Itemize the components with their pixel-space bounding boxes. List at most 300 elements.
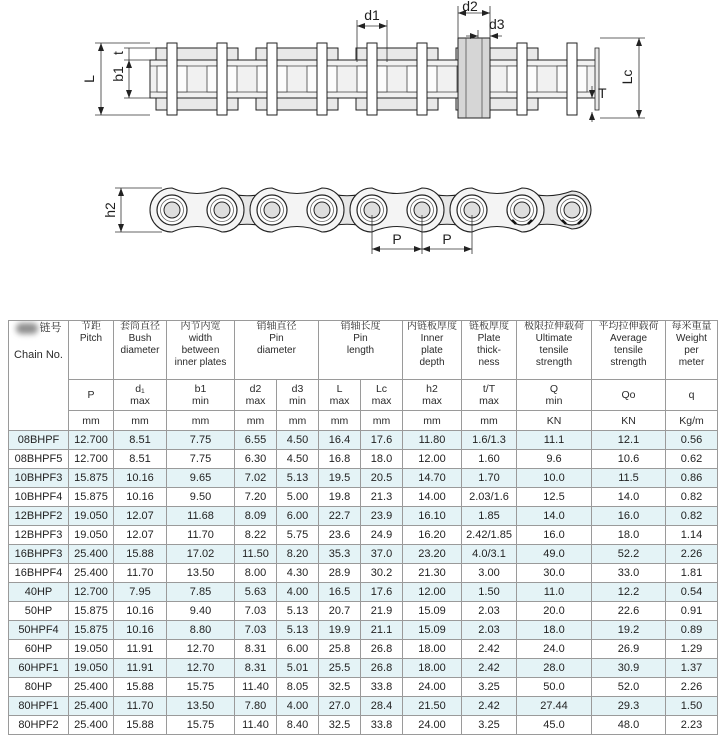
chain-side-view xyxy=(150,188,591,232)
unit-cell: mm xyxy=(319,411,361,431)
chain-no-cell: 10BHPF3 xyxy=(9,469,69,488)
value-cell: 2.03 xyxy=(462,621,517,640)
chain-no-cell: 08BHPF xyxy=(9,431,69,450)
pin xyxy=(164,202,180,218)
value-cell: 15.09 xyxy=(403,602,462,621)
value-cell: 10.16 xyxy=(114,488,167,507)
value-cell: 11.1 xyxy=(517,431,592,450)
value-cell: 15.75 xyxy=(167,716,235,735)
label-b1: b1 xyxy=(110,66,126,82)
pin-plan xyxy=(267,43,277,115)
value-cell: 0.89 xyxy=(666,621,718,640)
value-cell: 20.7 xyxy=(319,602,361,621)
value-cell: 7.75 xyxy=(167,431,235,450)
header-en: Ultimate tensile strength xyxy=(535,333,573,368)
value-cell: 18.00 xyxy=(403,659,462,678)
value-cell: 15.875 xyxy=(69,469,114,488)
limit: max xyxy=(245,395,266,407)
header-zh: 节距 xyxy=(81,321,101,332)
limit: max xyxy=(329,395,350,407)
header-zh: 套筒直径 xyxy=(120,321,160,332)
value-cell: 11.50 xyxy=(235,545,277,564)
value-cell: 30.9 xyxy=(592,659,666,678)
value-cell: 14.0 xyxy=(517,507,592,526)
value-cell: 27.0 xyxy=(319,697,361,716)
unit-cell: Kg/m xyxy=(666,411,718,431)
value-cell: 8.80 xyxy=(167,621,235,640)
value-cell: 14.0 xyxy=(592,488,666,507)
value-cell: 15.875 xyxy=(69,488,114,507)
value-cell: 7.75 xyxy=(167,450,235,469)
value-cell: 20.0 xyxy=(517,602,592,621)
value-cell: 16.10 xyxy=(403,507,462,526)
chain-no-cell: 40HP xyxy=(9,583,69,602)
value-cell: 23.20 xyxy=(403,545,462,564)
unit-cell: KN xyxy=(517,411,592,431)
value-cell: 0.82 xyxy=(666,488,718,507)
value-cell: 1.81 xyxy=(666,564,718,583)
chain-top-view xyxy=(150,38,599,118)
header-ultimate-strength xyxy=(517,321,592,380)
pin xyxy=(214,202,230,218)
table-row xyxy=(9,621,718,640)
value-cell: 18.0 xyxy=(517,621,592,640)
value-cell: 27.44 xyxy=(517,697,592,716)
value-cell: 19.050 xyxy=(69,507,114,526)
value-cell: 11.91 xyxy=(114,659,167,678)
value-cell: 33.8 xyxy=(361,678,403,697)
chain-no-cell: 80HP xyxy=(9,678,69,697)
value-cell: 4.00 xyxy=(277,697,319,716)
header-en: width between inner plates xyxy=(174,333,227,368)
value-cell: 4.50 xyxy=(277,431,319,450)
value-cell: 16.0 xyxy=(592,507,666,526)
value-cell: 25.400 xyxy=(69,545,114,564)
value-cell: 1.29 xyxy=(666,640,718,659)
value-cell: 11.91 xyxy=(114,640,167,659)
limit: min xyxy=(289,395,306,407)
value-cell: 25.400 xyxy=(69,697,114,716)
label-pitch-left: P xyxy=(392,231,402,247)
value-cell: 0.91 xyxy=(666,602,718,621)
value-cell: 28.0 xyxy=(517,659,592,678)
value-cell: 50.0 xyxy=(517,678,592,697)
header-zh: 链板厚度 xyxy=(469,321,509,332)
symbol-cell xyxy=(235,380,277,411)
value-cell: 21.1 xyxy=(361,621,403,640)
value-cell: 1.37 xyxy=(666,659,718,678)
value-cell: 1.6/1.3 xyxy=(462,431,517,450)
label-d2: d2 xyxy=(462,0,478,14)
value-cell: 2.26 xyxy=(666,545,718,564)
value-cell: 7.95 xyxy=(114,583,167,602)
value-cell: 8.05 xyxy=(277,678,319,697)
table-row xyxy=(9,431,718,450)
symbol-cell xyxy=(592,380,666,411)
table-row xyxy=(9,564,718,583)
value-cell: 18.0 xyxy=(592,526,666,545)
value-cell: 8.00 xyxy=(235,564,277,583)
pin xyxy=(314,202,330,218)
header-en: Pin length xyxy=(346,333,375,356)
value-cell: 11.0 xyxy=(517,583,592,602)
value-cell: 5.01 xyxy=(277,659,319,678)
table-body xyxy=(9,431,718,735)
symbol-cell xyxy=(277,380,319,411)
header-inner-plate-depth xyxy=(403,321,462,380)
value-cell: 21.30 xyxy=(403,564,462,583)
value-cell: 20.5 xyxy=(361,469,403,488)
header-bush-diameter xyxy=(114,321,167,380)
value-cell: 12.700 xyxy=(69,431,114,450)
value-cell: 12.5 xyxy=(517,488,592,507)
value-cell: 1.60 xyxy=(462,450,517,469)
blurred-redaction xyxy=(16,323,38,334)
header-en: Inner plate depth xyxy=(419,333,445,368)
value-cell: 8.20 xyxy=(277,545,319,564)
value-cell: 21.50 xyxy=(403,697,462,716)
value-cell: 35.3 xyxy=(319,545,361,564)
value-cell: 1.50 xyxy=(666,697,718,716)
value-cell: 16.8 xyxy=(319,450,361,469)
value-cell: 3.25 xyxy=(462,678,517,697)
value-cell: 7.80 xyxy=(235,697,277,716)
value-cell: 3.25 xyxy=(462,716,517,735)
value-cell: 0.86 xyxy=(666,469,718,488)
value-cell: 21.9 xyxy=(361,602,403,621)
value-cell: 19.8 xyxy=(319,488,361,507)
header-zh: 极限拉伸载荷 xyxy=(524,321,584,332)
value-cell: 12.00 xyxy=(403,583,462,602)
value-cell: 12.07 xyxy=(114,507,167,526)
value-cell: 32.5 xyxy=(319,678,361,697)
value-cell: 45.0 xyxy=(517,716,592,735)
header-weight-per-meter xyxy=(666,321,718,380)
symbol: P xyxy=(87,389,95,401)
header-pin-length xyxy=(319,321,403,380)
header-zh: 内节内宽 xyxy=(180,321,221,332)
value-cell: 8.31 xyxy=(235,640,277,659)
header-zh: 销轴直径 xyxy=(256,321,297,332)
value-cell: 19.050 xyxy=(69,526,114,545)
value-cell: 9.50 xyxy=(167,488,235,507)
value-cell: 15.88 xyxy=(114,545,167,564)
value-cell: 8.40 xyxy=(277,716,319,735)
symbol-cell xyxy=(167,380,235,411)
chain-no-cell: 50HPF4 xyxy=(9,621,69,640)
table-row xyxy=(9,545,718,564)
unit-cell: mm xyxy=(403,411,462,431)
limit: max xyxy=(479,395,499,407)
connecting-link xyxy=(458,38,490,118)
value-cell: 11.40 xyxy=(235,678,277,697)
header-zh: 内链板厚度 xyxy=(407,321,457,332)
pin-plan xyxy=(567,43,577,115)
value-cell: 1.85 xyxy=(462,507,517,526)
value-cell: 11.80 xyxy=(403,431,462,450)
limit: max xyxy=(371,395,392,407)
header-chain-no xyxy=(9,321,69,431)
header-average-strength xyxy=(592,321,666,380)
header-zh: 平均拉伸载荷 xyxy=(598,321,659,332)
value-cell: 12.70 xyxy=(167,640,235,659)
value-cell: 19.9 xyxy=(319,621,361,640)
unit-cell: mm xyxy=(361,411,403,431)
table-row xyxy=(9,659,718,678)
symbol: L xyxy=(336,383,343,395)
unit-cell: KN xyxy=(592,411,666,431)
value-cell: 26.8 xyxy=(361,640,403,659)
label-t: t xyxy=(110,51,126,55)
value-cell: 19.050 xyxy=(69,640,114,659)
value-cell: 22.7 xyxy=(319,507,361,526)
label-d3: d3 xyxy=(489,16,505,32)
chain-spec-table xyxy=(8,320,718,735)
value-cell: 11.70 xyxy=(167,526,235,545)
symbol: d2 xyxy=(249,383,262,395)
value-cell: 23.6 xyxy=(319,526,361,545)
pin-plan xyxy=(367,43,377,115)
value-cell: 4.00 xyxy=(277,583,319,602)
limit: min xyxy=(545,395,563,407)
value-cell: 19.050 xyxy=(69,659,114,678)
table-row xyxy=(9,716,718,735)
value-cell: 33.8 xyxy=(361,716,403,735)
value-cell: 2.26 xyxy=(666,678,718,697)
value-cell: 4.30 xyxy=(277,564,319,583)
value-cell: 7.03 xyxy=(235,621,277,640)
value-cell: 17.6 xyxy=(361,583,403,602)
value-cell: 0.82 xyxy=(666,507,718,526)
value-cell: 24.00 xyxy=(403,716,462,735)
pin xyxy=(264,202,280,218)
value-cell: 17.02 xyxy=(167,545,235,564)
header-en: Bush diameter xyxy=(120,333,160,356)
value-cell: 25.400 xyxy=(69,716,114,735)
header-zh: 销轴长度 xyxy=(340,321,381,332)
value-cell: 8.51 xyxy=(114,431,167,450)
value-cell: 24.9 xyxy=(361,526,403,545)
value-cell: 12.70 xyxy=(167,659,235,678)
value-cell: 26.8 xyxy=(361,659,403,678)
chain-no-cell: 50HP xyxy=(9,602,69,621)
table-row xyxy=(9,450,718,469)
value-cell: 8.31 xyxy=(235,659,277,678)
symbol: b1 xyxy=(194,383,207,395)
chain-no-cell: 10BHPF4 xyxy=(9,488,69,507)
value-cell: 25.5 xyxy=(319,659,361,678)
value-cell: 25.400 xyxy=(69,678,114,697)
value-cell: 24.0 xyxy=(517,640,592,659)
value-cell: 7.03 xyxy=(235,602,277,621)
value-cell: 11.5 xyxy=(592,469,666,488)
header-pin-diameter xyxy=(235,321,319,380)
value-cell: 16.4 xyxy=(319,431,361,450)
chain-no-cell: 16BHPF3 xyxy=(9,545,69,564)
unit-cell: mm xyxy=(462,411,517,431)
table-row xyxy=(9,507,718,526)
chain-no-cell: 08BHPF5 xyxy=(9,450,69,469)
chain-no-cell: 12BHPF3 xyxy=(9,526,69,545)
limit: max xyxy=(130,395,150,407)
label-pitch-right: P xyxy=(442,231,452,247)
value-cell: 15.09 xyxy=(403,621,462,640)
symbol: h2 xyxy=(426,383,438,395)
value-cell: 52.2 xyxy=(592,545,666,564)
value-cell: 1.70 xyxy=(462,469,517,488)
symbol: Qo xyxy=(621,389,636,401)
table-row xyxy=(9,583,718,602)
chain-no-cell: 80HPF2 xyxy=(9,716,69,735)
value-cell: 11.40 xyxy=(235,716,277,735)
value-cell: 18.0 xyxy=(361,450,403,469)
value-cell: 15.875 xyxy=(69,621,114,640)
value-cell: 37.0 xyxy=(361,545,403,564)
header-row-symbols xyxy=(9,380,718,411)
value-cell: 12.07 xyxy=(114,526,167,545)
symbol: Lc xyxy=(375,383,388,395)
value-cell: 13.50 xyxy=(167,697,235,716)
pin-plan xyxy=(517,43,527,115)
value-cell: 24.00 xyxy=(403,678,462,697)
chain-no-cell: 60HPF1 xyxy=(9,659,69,678)
symbol-cell xyxy=(69,380,114,411)
value-cell: 6.55 xyxy=(235,431,277,450)
chain-drawing xyxy=(0,0,719,300)
value-cell: 12.700 xyxy=(69,450,114,469)
value-cell: 5.13 xyxy=(277,602,319,621)
symbol: Q xyxy=(549,383,559,395)
header-en: Plate thick- ness xyxy=(477,333,501,368)
value-cell: 19.5 xyxy=(319,469,361,488)
value-cell: 15.75 xyxy=(167,678,235,697)
limit: min xyxy=(192,395,209,407)
value-cell: 16.5 xyxy=(319,583,361,602)
value-cell: 6.30 xyxy=(235,450,277,469)
pin xyxy=(564,202,580,218)
value-cell: 15.88 xyxy=(114,716,167,735)
chain-no-cell: 16BHPF4 xyxy=(9,564,69,583)
header-pitch xyxy=(69,321,114,380)
value-cell: 7.85 xyxy=(167,583,235,602)
value-cell: 28.4 xyxy=(361,697,403,716)
symbol-cell xyxy=(666,380,718,411)
value-cell: 2.42 xyxy=(462,640,517,659)
value-cell: 15.875 xyxy=(69,602,114,621)
value-cell: 9.6 xyxy=(517,450,592,469)
value-cell: 30.0 xyxy=(517,564,592,583)
value-cell: 2.42 xyxy=(462,697,517,716)
limit: max xyxy=(422,395,442,407)
header-inner-width xyxy=(167,321,235,380)
table-row xyxy=(9,602,718,621)
value-cell: 26.9 xyxy=(592,640,666,659)
value-cell: 0.62 xyxy=(666,450,718,469)
symbol-cell xyxy=(462,380,517,411)
value-cell: 33.0 xyxy=(592,564,666,583)
value-cell: 10.16 xyxy=(114,602,167,621)
table-row xyxy=(9,526,718,545)
value-cell: 29.3 xyxy=(592,697,666,716)
value-cell: 28.9 xyxy=(319,564,361,583)
value-cell: 48.0 xyxy=(592,716,666,735)
value-cell: 7.02 xyxy=(235,469,277,488)
unit-cell: mm xyxy=(69,411,114,431)
value-cell: 1.14 xyxy=(666,526,718,545)
value-cell: 3.00 xyxy=(462,564,517,583)
header-en: Pitch xyxy=(79,333,103,344)
label-Lc: Lc xyxy=(619,69,635,85)
pin xyxy=(514,202,530,218)
unit-cell: mm xyxy=(114,411,167,431)
pin-plan xyxy=(417,43,427,115)
symbol: d₁ xyxy=(135,383,145,395)
value-cell: 16.0 xyxy=(517,526,592,545)
chain-no-zh: 链号 xyxy=(39,322,62,334)
value-cell: 0.54 xyxy=(666,583,718,602)
header-row-titles xyxy=(9,321,718,380)
unit-cell: mm xyxy=(277,411,319,431)
value-cell: 4.50 xyxy=(277,450,319,469)
symbol-cell xyxy=(361,380,403,411)
value-cell: 2.42 xyxy=(462,659,517,678)
value-cell: 13.50 xyxy=(167,564,235,583)
value-cell: 49.0 xyxy=(517,545,592,564)
value-cell: 23.9 xyxy=(361,507,403,526)
label-T: T xyxy=(598,85,607,101)
value-cell: 5.13 xyxy=(277,469,319,488)
value-cell: 30.2 xyxy=(361,564,403,583)
value-cell: 5.00 xyxy=(277,488,319,507)
chain-no-cell: 80HPF1 xyxy=(9,697,69,716)
value-cell: 14.00 xyxy=(403,488,462,507)
pin-plan xyxy=(217,43,227,115)
symbol-cell xyxy=(403,380,462,411)
value-cell: 12.700 xyxy=(69,583,114,602)
header-row-units xyxy=(9,411,718,431)
value-cell: 2.03 xyxy=(462,602,517,621)
value-cell: 11.70 xyxy=(114,564,167,583)
value-cell: 17.6 xyxy=(361,431,403,450)
chain-no-cell: 12BHPF2 xyxy=(9,507,69,526)
value-cell: 25.400 xyxy=(69,564,114,583)
value-cell: 10.6 xyxy=(592,450,666,469)
value-cell: 5.63 xyxy=(235,583,277,602)
label-L: L xyxy=(81,75,97,83)
table-row xyxy=(9,678,718,697)
value-cell: 21.3 xyxy=(361,488,403,507)
value-cell: 12.2 xyxy=(592,583,666,602)
value-cell: 1.50 xyxy=(462,583,517,602)
symbol-cell xyxy=(319,380,361,411)
value-cell: 52.0 xyxy=(592,678,666,697)
value-cell: 5.13 xyxy=(277,621,319,640)
header-zh: 每米重量 xyxy=(671,321,712,332)
value-cell: 10.16 xyxy=(114,469,167,488)
chain-no-en: Chain No. xyxy=(14,349,63,361)
value-cell: 8.51 xyxy=(114,450,167,469)
table-row xyxy=(9,469,718,488)
value-cell: 16.20 xyxy=(403,526,462,545)
value-cell: 2.23 xyxy=(666,716,718,735)
chain-no-cell: 60HP xyxy=(9,640,69,659)
value-cell: 11.68 xyxy=(167,507,235,526)
value-cell: 6.00 xyxy=(277,507,319,526)
value-cell: 18.00 xyxy=(403,640,462,659)
unit-cell: mm xyxy=(235,411,277,431)
value-cell: 25.8 xyxy=(319,640,361,659)
value-cell: 12.00 xyxy=(403,450,462,469)
